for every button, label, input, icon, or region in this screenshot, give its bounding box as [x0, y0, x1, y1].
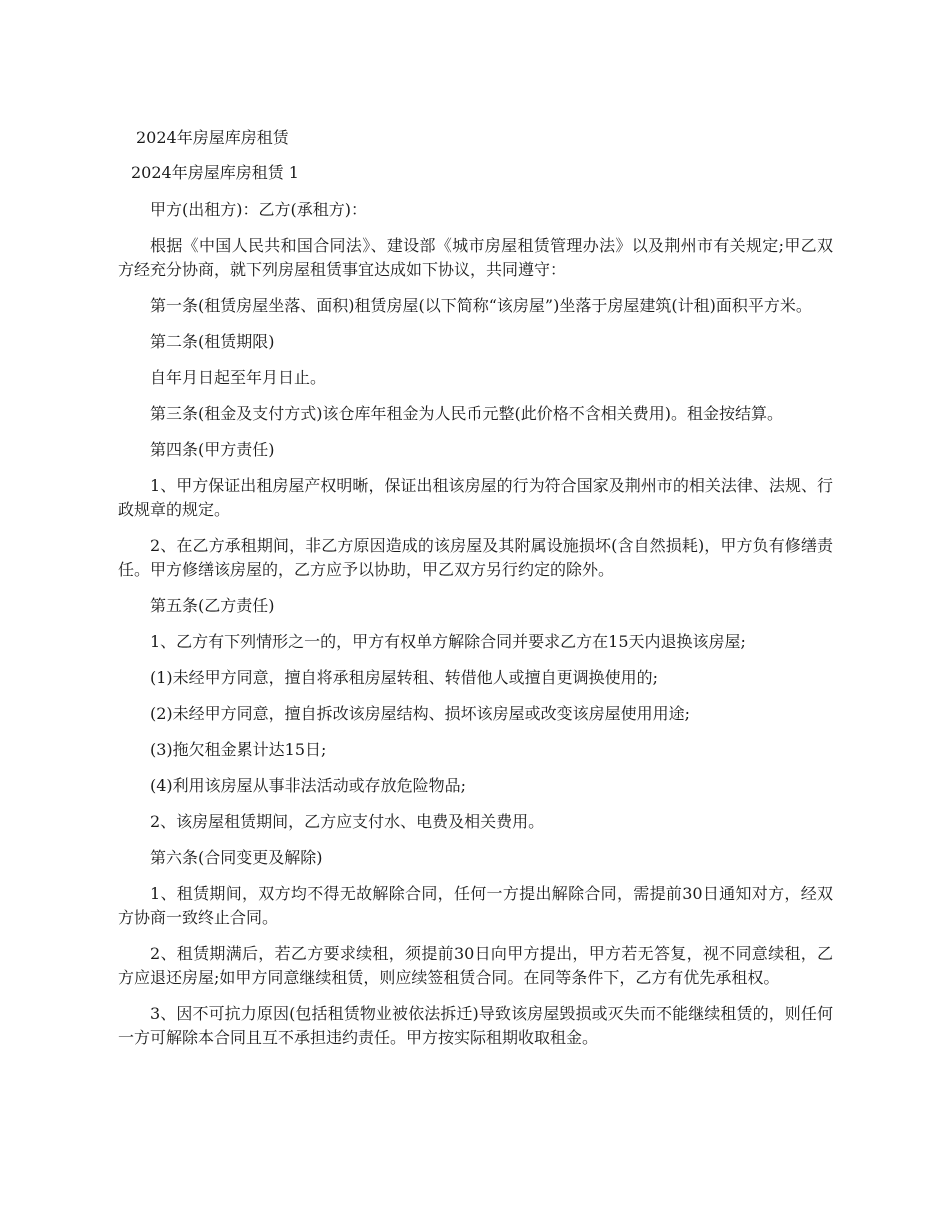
paragraph-article-5-heading: 第五条(乙方责任) — [150, 596, 275, 615]
paragraph-article-2-heading: 第二条(租赁期限) — [150, 332, 275, 351]
paragraph-preamble: 根据《中国人民共和国合同法》、建设部《城市房屋租赁管理办法》以及荆州市有关规定;甲乙双方经充分协商，就下列房屋租赁事宜达成如下协议，共同遵守： — [118, 236, 833, 279]
paragraph-article-6-item-1: 1、租赁期间，双方均不得无故解除合同，任何一方提出解除合同，需提前30日通知对方，经双方协商一致终止合同。 — [118, 884, 833, 927]
paragraph-article-4-heading: 第四条(甲方责任) — [150, 440, 275, 459]
document-title: 2024年房屋库房租赁 — [136, 128, 289, 147]
document-body — [118, 198, 833, 1062]
paragraph-article-4-item-2: 2、在乙方承租期间，非乙方原因造成的该房屋及其附属设施损坏(含自然损耗)，甲方负有修缮责任。甲方修缮该房屋的，乙方应予以协助，甲乙双方另行约定的除外。 — [118, 536, 833, 579]
paragraph-article-6-heading: 第六条(合同变更及解除) — [150, 848, 323, 867]
paragraph-article-5-sub-1: (1)未经甲方同意，擅自将承租房屋转租、转借他人或擅自更调换使用的; — [150, 668, 659, 687]
paragraph-article-3: 第三条(租金及支付方式)该仓库年租金为人民币元整(此价格不含相关费用)。租金按结算。 — [150, 404, 783, 423]
paragraph-article-5-item-1: 1、乙方有下列情形之一的，甲方有权单方解除合同并要求乙方在15天内退换该房屋; — [150, 632, 746, 651]
paragraph-article-6-item-2: 2、租赁期满后，若乙方要求续租，须提前30日向甲方提出，甲方若无答复，视不同意续租，乙方应退还房屋;如甲方同意继续租赁，则应续签租赁合同。在同等条件下，乙方有优先承租权。 — [118, 944, 833, 987]
paragraph-article-5-sub-3: (3)拖欠租金累计达15日; — [150, 740, 327, 759]
paragraph-article-1: 第一条(租赁房屋坐落、面积)租赁房屋(以下简称“该房屋”)坐落于房屋建筑(计租)面积平方米。 — [150, 296, 812, 315]
paragraph-article-5-sub-4: (4)利用该房屋从事非法活动或存放危险物品; — [150, 776, 467, 795]
paragraph-article-5-item-2: 2、该房屋租赁期间，乙方应支付水、电费及相关费用。 — [150, 812, 545, 831]
section-title: 2024年房屋库房租赁 1 — [131, 163, 299, 182]
paragraph-article-5-sub-2: (2)未经甲方同意，擅自拆改该房屋结构、损坏该房屋或改变该房屋使用用途; — [150, 704, 691, 723]
paragraph-article-6-item-3: 3、因不可抗力原因(包括租赁物业被依法拆迁)导致该房屋毁损或灭失而不能继续租赁的，则任何一方可解除本合同且互不承担违约责任。甲方按实际租期收取租金。 — [118, 1004, 833, 1047]
paragraph-parties: 甲方(出租方)：乙方(承租方)： — [150, 200, 367, 219]
paragraph-article-4-item-1: 1、甲方保证出租房屋产权明晰，保证出租该房屋的行为符合国家及荆州市的相关法律、法规、行政规章的规定。 — [118, 476, 833, 519]
paragraph-article-2-term: 自年月日起至年月日止。 — [150, 368, 327, 387]
